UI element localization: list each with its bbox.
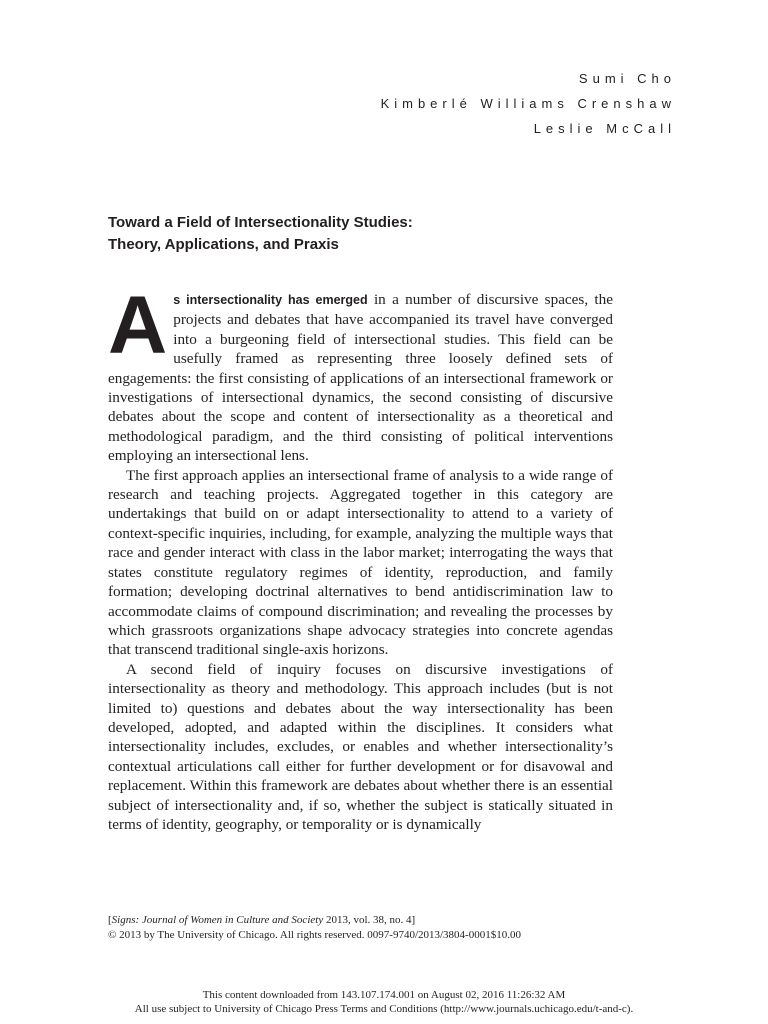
paragraph: A second field of inquiry focuses on discursive investigations of intersectionality as theory and methodology. This approach includes (but is not limited to) questions and debates about the way intersectionality has been developed, adopted, and adapted within the disciplines. It considers what intersectionality includes, excludes, or enables and whether intersectionality’s contextual articulations call either for further development or for disavowal and replacement. Within this framework are debates about whether there is an essential subject of intersectionality and, if so, whether the subject is statically situated in terms of identity, geography, or temporality or is dynamically bbox=[108, 660, 613, 833]
terms-line: All use subject to University of Chicago Press Terms and Conditions (http://www.journals.uchicago.edu/t-and-c). bbox=[134, 1003, 634, 1015]
download-line: This content downloaded from 143.107.174.001 on August 02, 2016 11:26:32 AM bbox=[202, 989, 566, 1001]
lead-in-text: s intersectionality has emerged bbox=[173, 293, 368, 307]
citation-line bbox=[108, 913, 521, 928]
article-title bbox=[108, 212, 413, 256]
author-name: Kimberlé Williams Crenshaw bbox=[380, 96, 676, 111]
citation-footnote bbox=[108, 913, 521, 943]
article-body bbox=[108, 280, 613, 834]
title-line: Theory, Applications, and Praxis bbox=[108, 236, 339, 253]
title-line: Toward a Field of Intersectionality Studies: bbox=[108, 214, 413, 231]
citation-details: 2013, vol. 38, no. 4] bbox=[323, 914, 416, 926]
author-name: Sumi Cho bbox=[578, 71, 676, 86]
download-notice bbox=[0, 988, 768, 1016]
author-list bbox=[381, 66, 676, 141]
paragraph: The first approach applies an intersectional frame of analysis to a wide range of research and teaching projects. Aggregated together in this category are undertakings that build on or adapt intersectionality to attend to a variety of context-specific inquiries, including, for example, analyzing the multiple ways that race and gender interact with class in the labor market; interrogating the ways that states constitute regulatory regimes of identity, reproduction, and family formation; developing doctrinal alternatives to bend antidiscrimination law to accommodate claims of compound discrimination; and revealing the processes by which grassroots organizations shape advocacy strategies into concrete agendas that transcend traditional single-axis horizons. bbox=[108, 466, 613, 659]
copyright-line: © 2013 by The University of Chicago. All rights reserved. 0097-9740/2013/3804-0001$10.00 bbox=[108, 929, 521, 941]
author-name: Leslie McCall bbox=[533, 121, 676, 136]
paragraph bbox=[108, 280, 613, 466]
paragraph-text: in a number of discursive spaces, the projects and debates that have accompanied its travel have converged into a burgeoning field of intersectional studies. This field can be usefully framed as representing three loosely defined sets of engagements: the first consisting of applications of an intersectional framework or investigations of intersectional dynamics, the second consisting of discursive debates about the scope and content of intersectionality as a theoretical and methodological paradigm, and the third consisting of political interventions employing an intersectional lens. bbox=[108, 291, 613, 465]
drop-cap: A bbox=[108, 280, 168, 371]
journal-name: Signs: Journal of Women in Culture and Society bbox=[111, 914, 324, 926]
citation-bracket: [ bbox=[108, 914, 112, 926]
